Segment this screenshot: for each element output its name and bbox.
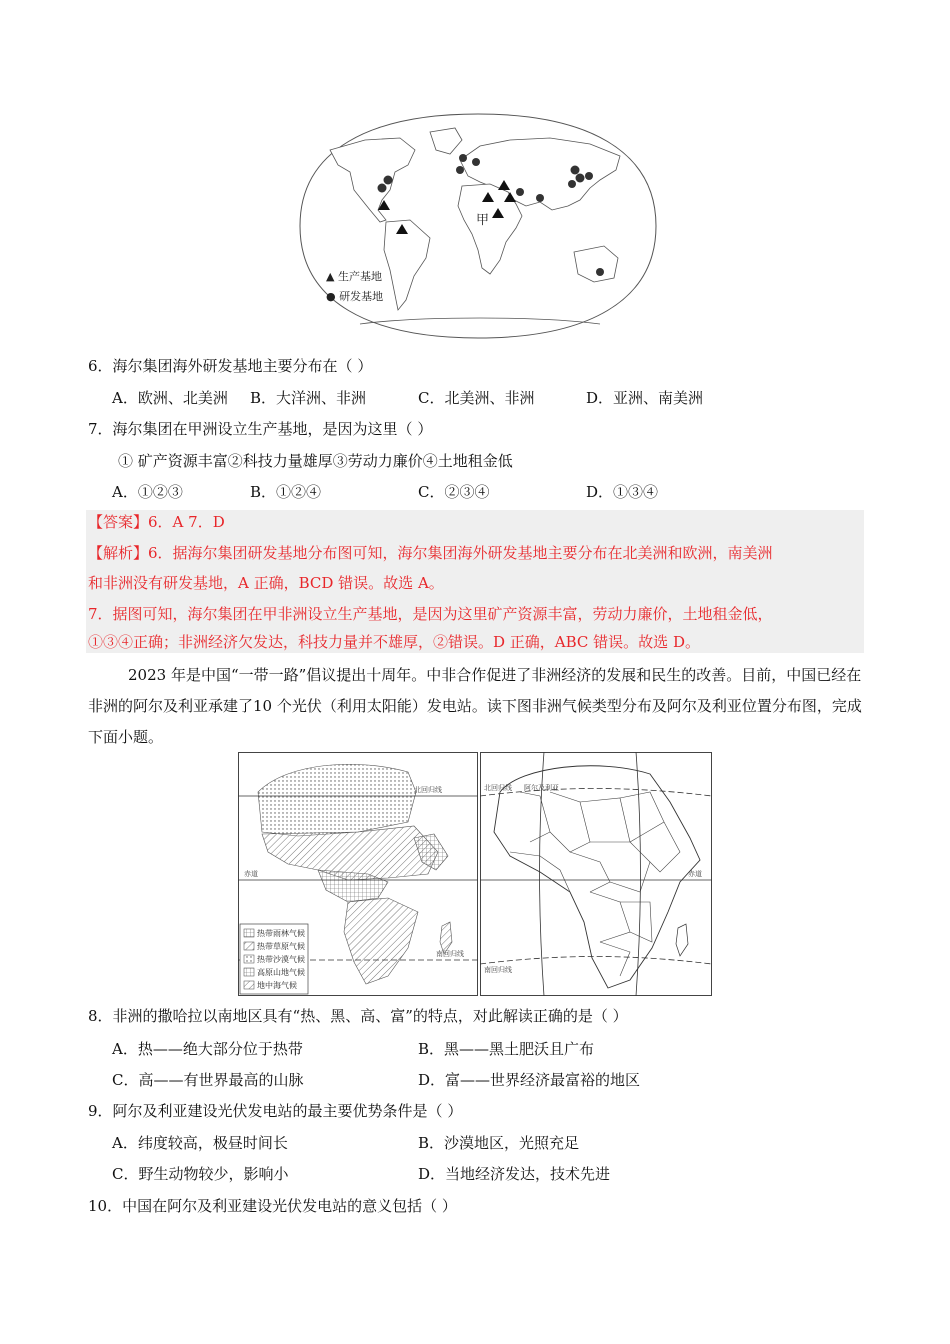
africa-climate-map [238,752,478,996]
q7-option-c[interactable]: C．②③④ [418,483,490,501]
q6-stem: 6．海尔集团海外研发基地主要分布在（ ） [88,357,373,375]
rnd-base-dot [456,166,464,174]
legend-savanna: 热带草原气候 [257,942,305,951]
legend-swatch-desert [244,955,254,963]
answer-line: 【答案】6．A 7．D [88,513,225,531]
q6-option-c[interactable]: C．北美洲、非洲 [418,389,535,407]
world-map-figure [290,110,665,342]
label-jia: 甲 [476,213,490,228]
rnd-base-dot [571,166,580,175]
label-tropic-north: 北回归线 [484,784,512,792]
rnd-base-dot [378,184,387,193]
q9-option-d[interactable]: D．当地经济发达，技术先进 [418,1165,611,1183]
legend-plateau: 高原山地气候 [257,968,305,977]
passage-text: 2023 年是中国“一带一路”倡议提出十周年。中非合作促进了非洲经济的发展和民生的改善。目前，中国已经在非洲的阿尔及利亚承建了10 个光伏（利用太阳能）发电站。读下图非洲气候类型分布及阿尔及利亚位置分布图，完成下面小题。 [88,666,862,746]
label-equator: 赤道 [244,870,258,878]
rnd-base-dot [472,158,480,166]
legend-swatch-rainforest [244,929,254,937]
q8-option-c[interactable]: C．高——有世界最高的山脉 [112,1071,304,1089]
analysis-line-1: 【解析】6．据海尔集团研发基地分布图可知，海尔集团海外研发基地主要分布在北美洲和欧洲，南美洲 [88,544,773,562]
label-algeria: 阿尔及利亚 [524,784,559,792]
label-tropic-south: 南回归线 [436,950,464,958]
analysis-line-3: 7．据图可知，海尔集团在甲非洲设立生产基地，是因为这里矿产资源丰富，劳动力廉价，土地租金低， [88,605,773,623]
q7-option-a[interactable]: A．①②③ [112,483,183,501]
legend-rnd: ● 研发基地 [326,290,384,303]
q9-option-a[interactable]: A．纬度较高，极昼时间长 [112,1134,288,1152]
q9-option-c[interactable]: C．野生动物较少，影响小 [112,1165,289,1183]
q8-option-b[interactable]: B．黑——黑土肥沃且广布 [418,1040,595,1058]
rnd-base-dot [384,176,393,185]
label-tropic-north: 北回归线 [414,786,442,794]
q9-stem: 9．阿尔及利亚建设光伏发电站的最主要优势条件是（ ） [88,1102,463,1120]
legend-rainforest: 热带雨林气候 [257,929,305,938]
algeria-location-map [480,752,712,996]
q8-option-d[interactable]: D．富——世界经济最富裕的地区 [418,1071,641,1089]
label-equator: 赤道 [688,870,702,878]
rnd-base-dot [576,174,585,183]
q6-option-b[interactable]: B．大洋洲、非洲 [250,389,367,407]
q9-option-b[interactable]: B．沙漠地区，光照充足 [418,1134,580,1152]
q7-stem: 7．海尔集团在甲洲设立生产基地，是因为这里（ ） [88,420,433,438]
legend-swatch-savanna [244,942,254,950]
rnd-base-dot [536,194,544,202]
q6-option-a[interactable]: A．欧洲、北美洲 [112,389,228,407]
legend-production: ▲ 生产基地 [326,270,382,283]
rnd-base-dot [516,188,524,196]
q8-option-a[interactable]: A．热——绝大部分位于热带 [112,1040,303,1058]
rnd-base-dot [596,268,604,276]
legend-mediterranean: 地中海气候 [257,981,297,990]
q7-option-d[interactable]: D．①③④ [586,483,659,501]
legend-swatch-plateau [244,968,254,976]
q7-option-b[interactable]: B．①②④ [250,483,322,501]
rnd-base-dot [459,154,467,162]
q6-option-d[interactable]: D．亚洲、南美洲 [586,389,704,407]
rnd-base-dot [568,180,576,188]
q8-stem: 8．非洲的撒哈拉以南地区具有“热、黑、高、富”的特点，对此解读正确的是（ ） [88,1007,628,1025]
legend-desert: 热带沙漠气候 [257,955,305,964]
answer-box [86,510,864,653]
legend-swatch-mediterranean [244,981,254,989]
q7-sub-items: ① 矿产资源丰富②科技力量雄厚③劳动力廉价④土地租金低 [118,452,513,470]
passage [88,660,868,753]
analysis-line-4: ①③④正确；非洲经济欠发达，科技力量并不雄厚，②错误。D 正确，ABC 错误。故选 D。 [88,633,700,651]
label-tropic-south: 南回归线 [484,966,512,974]
climate-legend [240,924,308,994]
analysis-line-2: 和非洲没有研发基地，A 正确，BCD 错误。故选 A。 [88,574,444,592]
rnd-base-dot [585,172,593,180]
q10-stem: 10．中国在阿尔及利亚建设光伏发电站的意义包括（ ） [88,1197,457,1215]
